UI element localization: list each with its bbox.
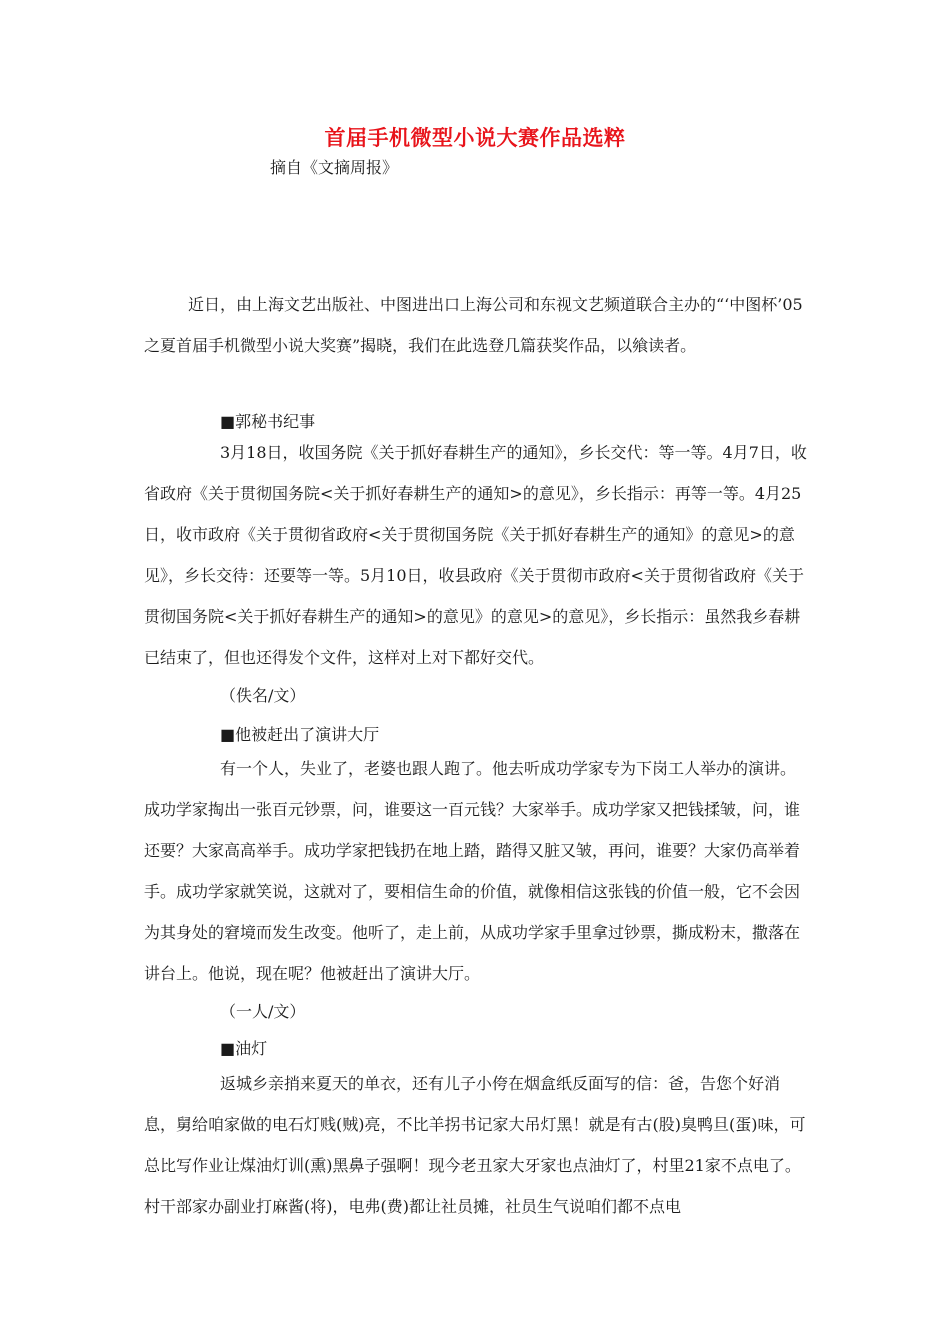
story-text: 有一个人，失业了，老婆也跟人跑了。他去听成功学家专为下岗工人举办的演讲。成功学家掏出一张百元钞票，问，谁要这一百元钱？大家举手。成功学家又把钱揉皱，问，谁还要？大家高高举手。成功学家把钱扔在地上踏，踏得又脏又皱，再问，谁要？大家仍高举着手。成功学家就笑说，这就对了，要相信生命的价值，就像相信这张钱的价值一般，它不会因为其身处的窘境而发生改变。他听了，走上前，从成功学家手里拿过钞票，撕成粉末，撒落在讲台上。他说，现在呢？他被赶出了演讲大厅。 [144, 759, 801, 983]
story-heading: ■郭秘书纪事 [220, 412, 316, 431]
story-body [144, 1063, 808, 1227]
story-text: 3月18日，收国务院《关于抓好春耕生产的通知》，乡长交代：等一等。4月7日，收省政府《关于贯彻国务院<关于抓好春耕生产的通知>的意见》，乡长指示：再等一等。4月25日，收市政府《关于贯彻省政府<关于贯彻国务院《关于抓好春耕生产的通知》的意见>的意见》，乡长交待：还要等一等。5月10日，收县政府《关于贯彻市政府<关于贯彻省政府《关于贯彻国务院<关于抓好春耕生产的通知>的意见》的意见>的意见》，乡长指示：虽然我乡春耕已结束了，但也还得发个文件，这样对上对下都好交代。 [144, 443, 807, 667]
story-body [144, 748, 808, 994]
story-body [144, 432, 808, 678]
story-author: （佚名/文） [220, 686, 306, 705]
intro-text: 近日，由上海文艺出版社、中图进出口上海公司和东视文艺频道联合主办的“‘中图杯’05之夏首届手机微型小说大奖赛”揭晓，我们在此选登几篇获奖作品，以飨读者。 [144, 295, 803, 355]
story-author: （一人/文） [220, 1002, 306, 1021]
intro-paragraph [144, 284, 808, 366]
source-line: 摘自《文摘周报》 [270, 158, 399, 177]
document-title: 首届手机微型小说大赛作品选粹 [324, 125, 626, 150]
story-heading: ■他被赶出了演讲大厅 [220, 725, 380, 744]
story-heading: ■油灯 [220, 1039, 268, 1058]
story-text: 返城乡亲捎来夏天的单衣，还有儿子小侉在烟盒纸反面写的信：爸，告您个好消息，舅给咱家做的电石灯贱(贼)亮，不比羊拐书记家大吊灯黑！就是有古(股)臭鸭旦(蛋)味，可总比写作业让煤油灯训(熏)黑鼻子强啊！现今老丑家大牙家也点油灯了，村里21家不点电了。村干部家办副业打麻酱(将)，电弗(费)都让社员摊，社员生气说咱们都不点电 [144, 1074, 806, 1216]
